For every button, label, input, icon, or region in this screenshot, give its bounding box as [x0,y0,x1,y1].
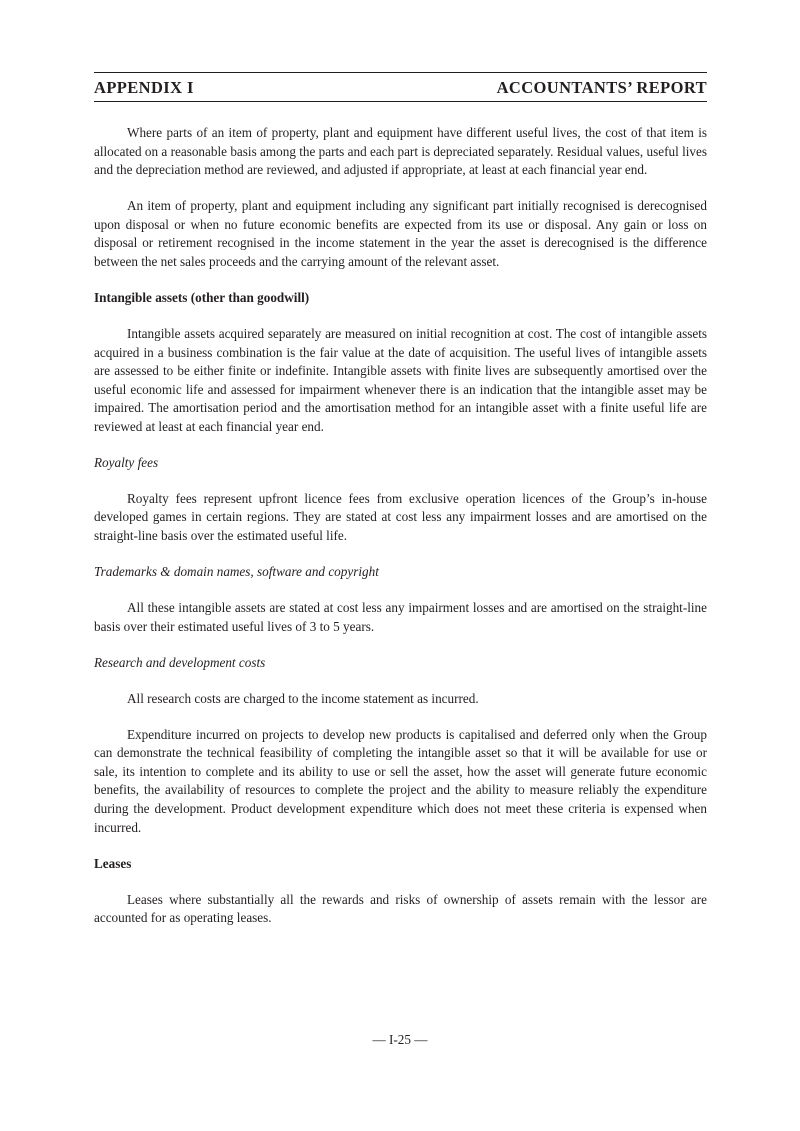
paragraph-intangible-assets: Intangible assets acquired separately are measured on initial recognition at cost. The cost of intangible assets acquired in a business combination is the fair value at the date of acquisition. The useful lives of intangible assets are assessed to be either finite or indefinite. Intangible assets with finite lives are subsequently amortised over the useful economic life and assessed for impairment whenever there is an indication that the intangible asset may be impaired. The amortisation period and the amortisation method for an intangible asset with a finite useful life are reviewed at least at each financial year end. [94,325,707,434]
paragraph-research-costs: All research costs are charged to the income statement as incurred. [127,690,479,706]
page-number: — I-25 — [372,1032,428,1047]
heading-leases: Leases [94,855,132,871]
heading-intangible-assets: Intangible assets (other than goodwill) [94,289,310,305]
paragraph-derecognition: An item of property, plant and equipment including any significant part initially recognised is derecognised upon disposal or when no future economic benefits are expected from its use or disposal. Any gain or loss on disposal or retirement recognised in the income statement in the year the asset is derecognised is the difference between the net sales proceeds and the carrying amount of the relevant asset. [94,198,707,269]
appendix-label: APPENDIX I [94,78,194,97]
paragraph-trademarks: All these intangible assets are stated at cost less any impairment losses and are amortised on the straight-line basis over their estimated useful lives of 3 to 5 years. [94,600,707,634]
page-content [94,124,707,945]
paragraph-leases: Leases where substantially all the rewards and risks of ownership of assets remain with the lessor are accounted for as operating leases. [94,891,707,926]
subheading-royalty-fees: Royalty fees [94,454,159,470]
page-header [94,72,707,102]
subheading-research-development: Research and development costs [94,654,266,670]
report-title: ACCOUNTANTS’ REPORT [496,78,707,97]
paragraph-royalty-fees: Royalty fees represent upfront licence fees from exclusive operation licences of the Group’s in-house developed games in certain regions. They are stated at cost less any impairment losses and are amortised on the straight-line basis over the estimated useful life. [94,490,707,544]
paragraph-development-expenditure: Expenditure incurred on projects to develop new products is capitalised and deferred only when the Group can demonstrate the technical feasibility of completing the intangible asset so that it will be available for use or sale, its intention to complete and its ability to use or sell the asset, how the asset will generate future economic benefits, the availability of resources to complete the project and the ability to measure reliably the expenditure during the development. Product development expenditure which does not meet these criteria is expensed when incurred. [94,726,707,835]
subheading-trademarks: Trademarks & domain names, software and copyright [94,564,379,580]
paragraph-useful-lives: Where parts of an item of property, plant and equipment have different useful lives, the cost of that item is allocated on a reasonable basis among the parts and each part is depreciated separately. Residual values, useful lives and the depreciation method are reviewed, and adjusted if appropriate, at least at each financial year end. [94,125,707,178]
